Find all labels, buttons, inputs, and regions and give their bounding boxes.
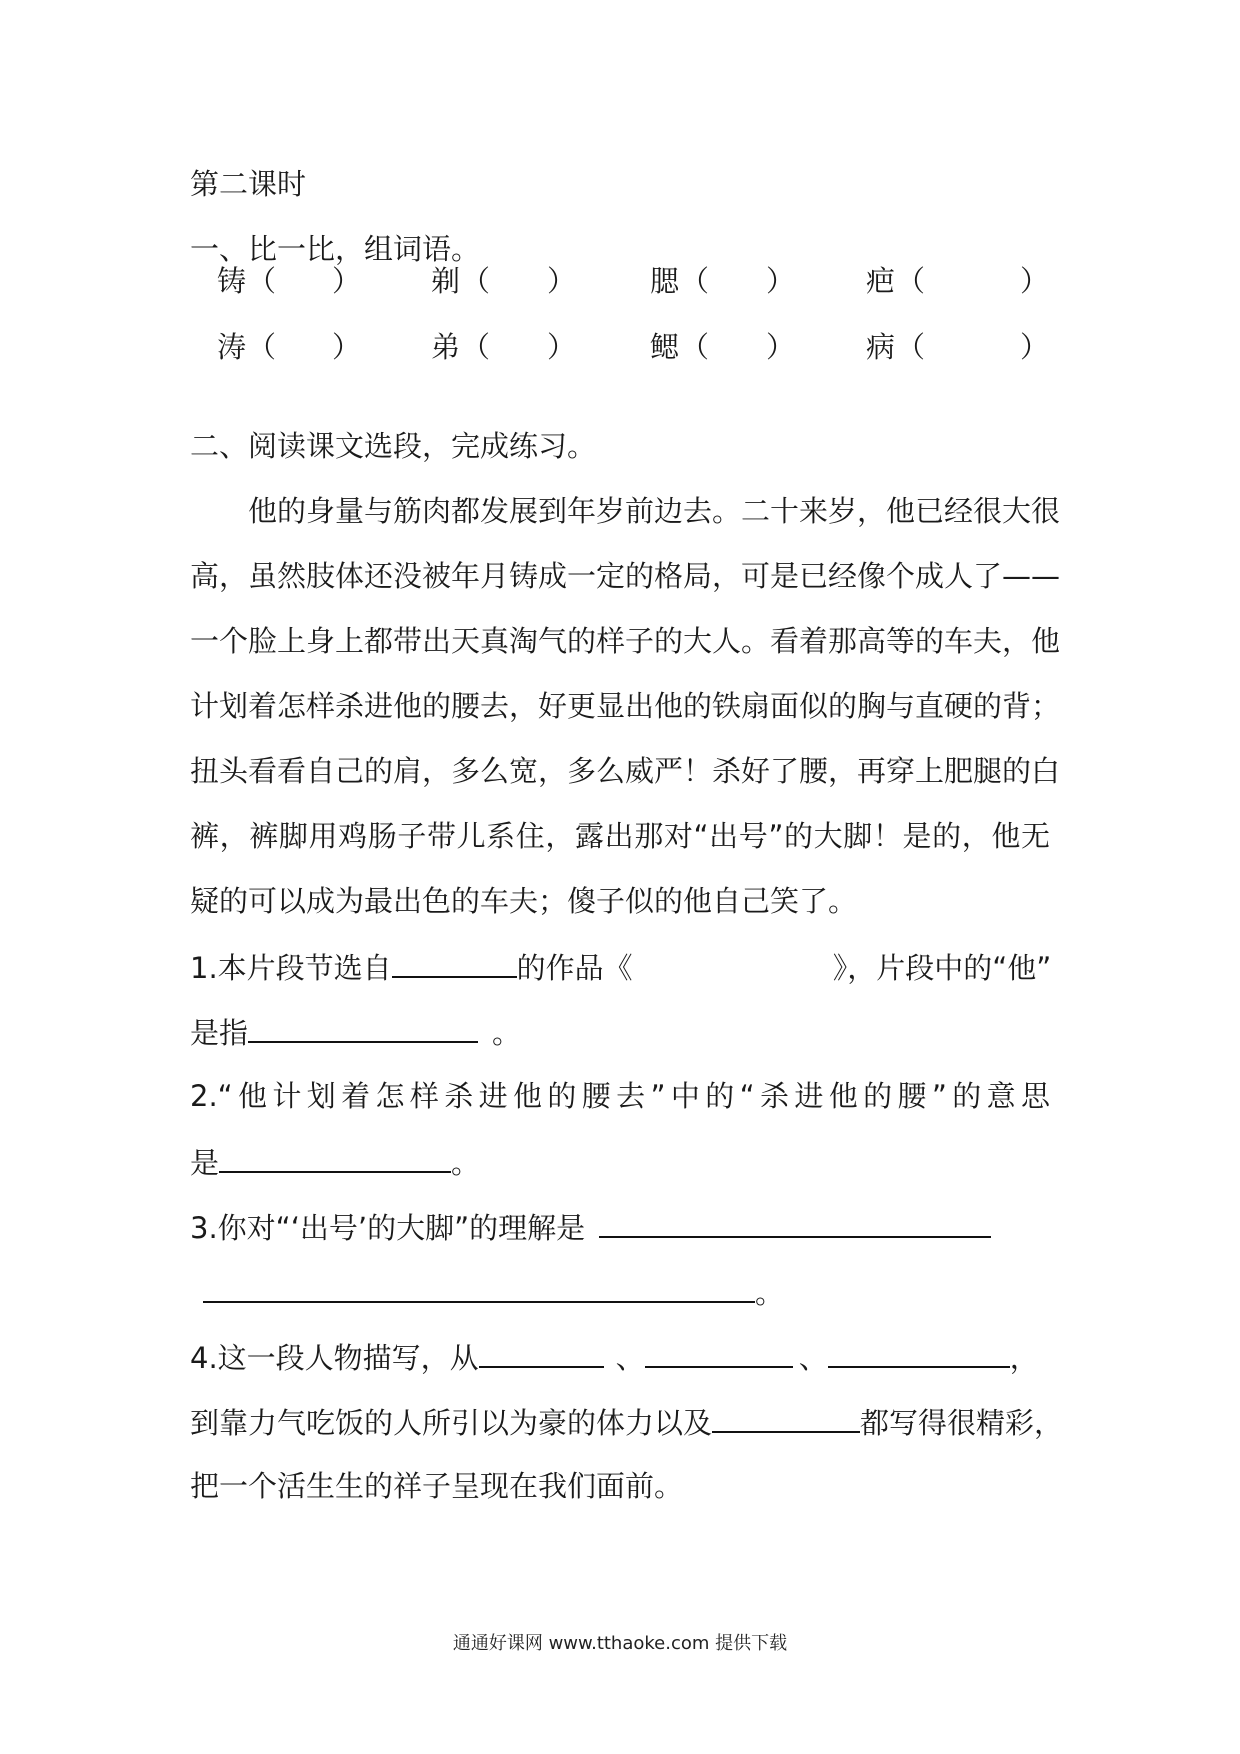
q4-text-d: 都写得很精彩，	[860, 1406, 1064, 1440]
section2-heading: 二、阅读课文选段，完成练习。	[190, 429, 597, 463]
word-row-2	[217, 327, 1062, 367]
q1-text-a: 1.本片段节选自	[190, 951, 392, 985]
q4-text-b: ，	[1009, 1341, 1039, 1375]
answer-blank[interactable]	[203, 1271, 755, 1303]
paren-close: ）	[766, 264, 796, 298]
answer-blank[interactable]	[219, 1141, 451, 1173]
answer-blank[interactable]	[828, 1336, 1010, 1368]
q3-text-a: 3.你对“‘出号’的大脚”的理解是	[190, 1211, 586, 1245]
char-1-2: 剃	[431, 264, 461, 298]
paren-open: （	[247, 264, 277, 298]
lesson-title: 第二课时	[190, 167, 307, 201]
paren-close: ）	[1020, 264, 1050, 298]
q4-sep-2: 、	[798, 1341, 828, 1375]
paren-close: ）	[547, 330, 577, 364]
q1-text-d: 是指	[190, 1016, 249, 1050]
paren-close: ）	[1020, 330, 1050, 364]
q1-text-e: 。	[492, 1016, 522, 1050]
question-1-line-2	[190, 1011, 521, 1053]
answer-blank[interactable]	[645, 1336, 793, 1368]
paren-close: ）	[547, 264, 577, 298]
paren-open: （	[680, 330, 710, 364]
char-2-1: 涛	[217, 330, 247, 364]
char-1-3: 腮	[650, 264, 680, 298]
passage-line-3: 一个脸上身上都带出天真淘气的样子的大人。看着那高等的车夫，他	[190, 624, 1061, 658]
section1-heading: 一、比一比，组词语。	[190, 232, 481, 266]
char-2-4: 病	[866, 330, 896, 364]
paren-close: ）	[766, 330, 796, 364]
passage-line-2: 高，虽然肢体还没被年月铸成一定的格局，可是已经像个成人了——	[190, 559, 1061, 593]
answer-blank[interactable]	[248, 1011, 478, 1043]
answer-blank[interactable]	[599, 1206, 991, 1238]
passage-line-4: 计划着怎样杀进他的腰去，好更显出他的铁扇面似的胸与直硬的背；	[190, 689, 1061, 723]
question-4-line-2	[190, 1401, 1063, 1443]
question-1-line-1	[190, 946, 1051, 988]
question-2-line-1: 2.“他计划着怎样杀进他的腰去”中的“杀进他的腰”的意思	[190, 1079, 1051, 1113]
paren-open: （	[461, 330, 491, 364]
q2-text-c: 。	[451, 1146, 481, 1180]
q1-text-c: 》，片段中的“他”	[832, 951, 1052, 985]
answer-blank[interactable]	[712, 1401, 860, 1433]
paren-open: （	[247, 330, 277, 364]
paren-open: （	[680, 264, 710, 298]
q2-text-b: 是	[190, 1146, 220, 1180]
paren-close: ）	[332, 264, 362, 298]
answer-blank[interactable]	[479, 1336, 604, 1368]
paren-open: （	[896, 330, 926, 364]
paren-close: ）	[332, 330, 362, 364]
q3-text-b: 。	[755, 1276, 785, 1310]
word-row-1	[217, 261, 1062, 301]
question-2-line-2	[190, 1141, 480, 1183]
q4-sep-1: 、	[615, 1341, 645, 1375]
question-4-line-1	[190, 1336, 1039, 1378]
passage-line-6: 裤，裤脚用鸡肠子带儿系住，露出那对“出号”的大脚！是的，他无	[190, 819, 1050, 853]
char-1-4: 疤	[866, 264, 896, 298]
question-4-line-3: 把一个活生生的祥子呈现在我们面前。	[190, 1469, 684, 1503]
question-3-line-1	[190, 1206, 991, 1248]
char-2-2: 弟	[431, 330, 461, 364]
paren-open: （	[461, 264, 491, 298]
paren-open: （	[896, 264, 926, 298]
q4-text-a: 4.这一段人物描写，从	[190, 1341, 479, 1375]
question-3-line-2	[203, 1271, 784, 1313]
passage-line-7: 疑的可以成为最出色的车夫；傻子似的他自己笑了。	[190, 884, 858, 918]
char-1-1: 铸	[217, 264, 247, 298]
answer-blank[interactable]	[392, 946, 517, 978]
passage-line-5: 扭头看看自己的肩，多么宽，多么威严！杀好了腰，再穿上肥腿的白	[190, 754, 1061, 788]
q4-text-c: 到靠力气吃饭的人所引以为豪的体力以及	[190, 1406, 713, 1440]
char-2-3: 鳃	[650, 330, 680, 364]
passage-line-1: 他的身量与筋肉都发展到年岁前边去。二十来岁，他已经很大很	[248, 494, 1061, 528]
q1-text-b: 的作品《	[516, 951, 633, 985]
page-footer: 通通好课网 www.tthaoke.com 提供下载	[452, 1633, 788, 1654]
